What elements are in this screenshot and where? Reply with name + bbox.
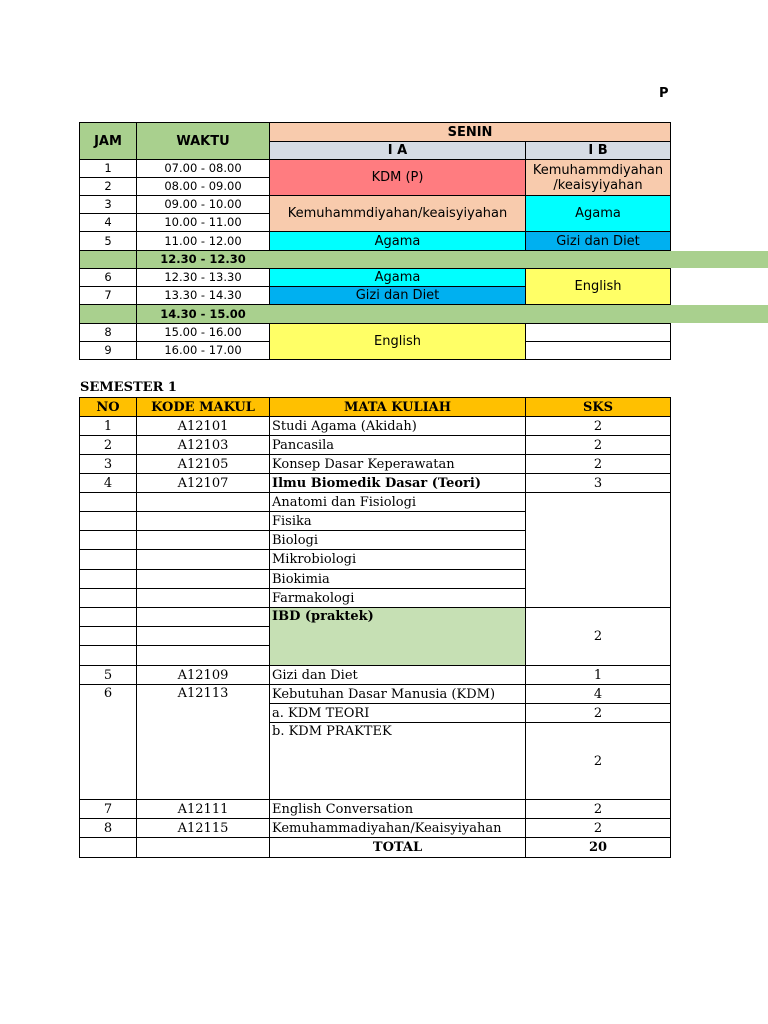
sub-course-name: Farmakologi — [269, 588, 526, 608]
course-name: Ilmu Biomedik Dasar (Teori) — [269, 473, 526, 493]
header-no: NO — [79, 397, 137, 417]
empty-cell — [79, 645, 137, 666]
kdm-teori-sks: 2 — [525, 703, 671, 723]
empty-cell — [136, 626, 270, 646]
jam-cell: 3 — [79, 195, 137, 214]
course-sks: 2 — [525, 799, 671, 819]
empty-cell — [136, 530, 270, 550]
class-b-empty — [525, 323, 671, 342]
kdm-praktek-sks: 2 — [525, 722, 671, 800]
course-code: A12111 — [136, 799, 270, 819]
class-a-kemuhammadiyahan: Kemuhammdiyahan/keaisyiyahan — [269, 195, 526, 232]
empty-cell — [79, 837, 137, 858]
empty-cell — [136, 837, 270, 858]
waktu-cell: 15.00 - 16.00 — [136, 323, 270, 342]
break-band — [269, 305, 768, 323]
class-b-english: English — [525, 268, 671, 305]
kdm-teori: a. KDM TEORI — [269, 703, 526, 723]
waktu-cell: 13.30 - 14.30 — [136, 286, 270, 305]
course-sks: 2 — [525, 454, 671, 474]
corner-label: P — [659, 86, 669, 101]
class-a-gizi: Gizi dan Diet — [269, 286, 526, 305]
waktu-cell: 07.00 - 08.00 — [136, 159, 270, 178]
course-no: 2 — [79, 435, 137, 455]
break-jam-cell — [79, 250, 137, 269]
sub-course-name: Anatomi dan Fisiologi — [269, 492, 526, 512]
header-kode: KODE MAKUL — [136, 397, 270, 417]
empty-cell — [79, 549, 137, 570]
course-no: 1 — [79, 416, 137, 436]
total-label: TOTAL — [269, 837, 526, 858]
course-no: 7 — [79, 799, 137, 819]
sub-course-name: Mikrobiologi — [269, 549, 526, 570]
class-b-header: I B — [525, 141, 671, 160]
course-name: Pancasila — [269, 435, 526, 455]
break-jam-cell — [79, 304, 137, 324]
jam-cell: 4 — [79, 213, 137, 232]
jam-cell: 1 — [79, 159, 137, 178]
semester-title: SEMESTER 1 — [80, 380, 177, 395]
empty-cell — [136, 549, 270, 570]
ibd-sks: 2 — [525, 607, 671, 666]
sub-course-name: Biologi — [269, 530, 526, 550]
course-name: Studi Agama (Akidah) — [269, 416, 526, 436]
header-mata-kuliah: MATA KULIAH — [269, 397, 526, 417]
sub-course-name: Biokimia — [269, 569, 526, 589]
ibd-praktek: IBD (praktek) — [269, 607, 526, 666]
course-code: A12115 — [136, 818, 270, 838]
empty-cell — [79, 530, 137, 550]
course-code: A12113 — [136, 684, 270, 800]
empty-cell — [136, 607, 270, 627]
course-name: Kebutuhan Dasar Manusia (KDM) — [269, 684, 526, 704]
sub-course-name: Fisika — [269, 511, 526, 531]
course-sks: 2 — [525, 818, 671, 838]
jam-cell: 7 — [79, 286, 137, 305]
course-no: 4 — [79, 473, 137, 493]
course-sks: 1 — [525, 665, 671, 685]
waktu-cell: 10.00 - 11.00 — [136, 213, 270, 232]
waktu-cell: 09.00 - 10.00 — [136, 195, 270, 214]
break-band — [269, 251, 768, 268]
empty-cell — [136, 492, 270, 512]
class-a-header: I A — [269, 141, 526, 160]
class-a-agama: Agama — [269, 231, 526, 251]
header-sks: SKS — [525, 397, 671, 417]
class-b-empty — [525, 341, 671, 360]
class-a-agama: Agama — [269, 268, 526, 287]
day-header: SENIN — [269, 122, 671, 142]
course-no: 3 — [79, 454, 137, 474]
jam-cell: 9 — [79, 341, 137, 360]
waktu-cell: 08.00 - 09.00 — [136, 177, 270, 196]
empty-cell — [136, 511, 270, 531]
course-sks: 3 — [525, 473, 671, 493]
course-sks: 4 — [525, 684, 671, 704]
jam-cell: 6 — [79, 268, 137, 287]
course-code: A12109 — [136, 665, 270, 685]
break-waktu-cell: 12.30 - 12.30 — [136, 250, 270, 269]
course-code: A12101 — [136, 416, 270, 436]
empty-cell — [79, 569, 137, 589]
empty-cell — [79, 626, 137, 646]
course-sks: 2 — [525, 435, 671, 455]
course-code: A12107 — [136, 473, 270, 493]
empty-cell — [79, 607, 137, 627]
course-no: 8 — [79, 818, 137, 838]
course-name: Konsep Dasar Keperawatan — [269, 454, 526, 474]
course-name: English Conversation — [269, 799, 526, 819]
kdm-praktek: b. KDM PRAKTEK — [269, 722, 526, 800]
jam-cell: 2 — [79, 177, 137, 196]
class-b-gizi: Gizi dan Diet — [525, 231, 671, 251]
course-no: 5 — [79, 665, 137, 685]
course-name: Kemuhammadiyahan/Keaisyiyahan — [269, 818, 526, 838]
jam-cell: 5 — [79, 231, 137, 251]
course-code: A12105 — [136, 454, 270, 474]
class-a-kdm: KDM (P) — [269, 159, 526, 196]
empty-cell — [136, 569, 270, 589]
sub-sks-merged — [525, 492, 671, 608]
empty-cell — [79, 492, 137, 512]
waktu-header: WAKTU — [136, 122, 270, 160]
class-a-english: English — [269, 323, 526, 360]
jam-header: JAM — [79, 122, 137, 160]
empty-cell — [79, 588, 137, 608]
course-no: 6 — [79, 684, 137, 800]
waktu-cell: 11.00 - 12.00 — [136, 231, 270, 251]
waktu-cell: 12.30 - 13.30 — [136, 268, 270, 287]
class-b-agama: Agama — [525, 195, 671, 232]
break-waktu-cell: 14.30 - 15.00 — [136, 304, 270, 324]
empty-cell — [79, 511, 137, 531]
course-name: Gizi dan Diet — [269, 665, 526, 685]
course-code: A12103 — [136, 435, 270, 455]
class-b-kemuhammadiyahan: Kemuhammdiyahan /keaisyiyahan — [525, 159, 671, 196]
waktu-cell: 16.00 - 17.00 — [136, 341, 270, 360]
empty-cell — [136, 588, 270, 608]
course-sks: 2 — [525, 416, 671, 436]
total-sks: 20 — [525, 837, 671, 858]
empty-cell — [136, 645, 270, 666]
jam-cell: 8 — [79, 323, 137, 342]
